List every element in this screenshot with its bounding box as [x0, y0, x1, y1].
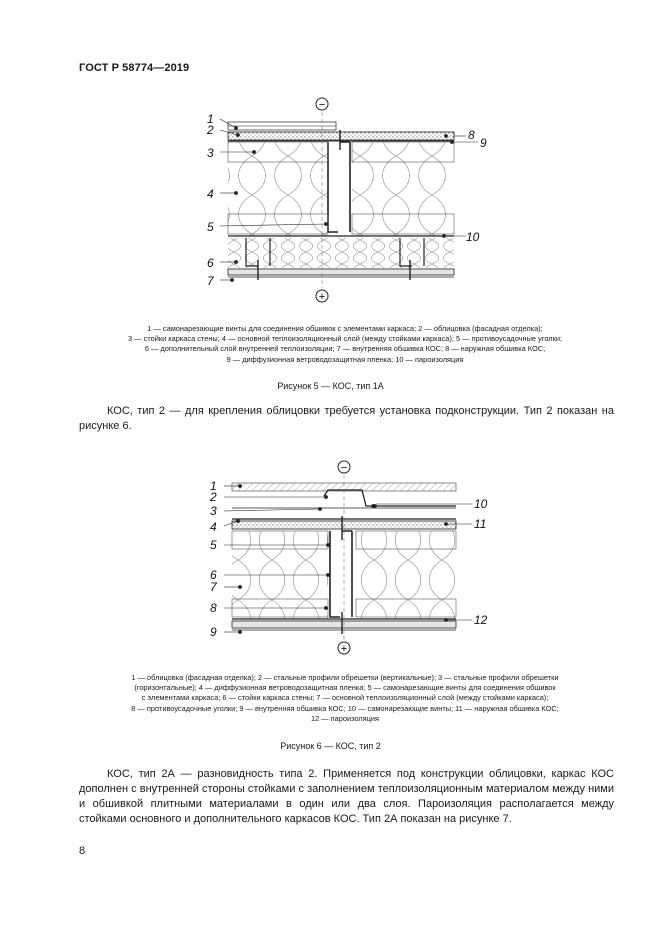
fig6-label-1: 1 [210, 479, 217, 493]
fig5-label-9: 9 [480, 136, 487, 150]
fig6-label-10: 10 [474, 497, 488, 511]
svg-text:+: + [340, 643, 348, 655]
fig6-label-12: 12 [474, 613, 488, 627]
fig6-label-8: 8 [210, 601, 217, 615]
fig5-label-8: 8 [468, 128, 475, 142]
fig6-label-5: 5 [210, 538, 217, 552]
fig6-label-2: 2 [210, 490, 217, 504]
document-header: ГОСТ Р 58774—2019 [79, 62, 190, 74]
page-number: 8 [79, 845, 86, 857]
fig5-label-2: 2 [207, 123, 214, 137]
outside-sign-6 [338, 461, 350, 474]
fig5-label-6: 6 [207, 256, 214, 270]
figure-6-legend: 1 — облицовка (фасадная отделка); 2 — стальные профили обрешетки (вертикальные); 3 — стальные профили обрешетки (горизонтальные); 4 — диффузионная ветроводозащитная пленка; 5 — самонарезающие винты для соединения обшивок с элементами каркаса; 6 — стойки каркаса стены; 7 — основной теплоизоляционный слой (между стойками каркаса); 8 — противоусадочные уголки; 9 — внутренняя обшивка КОС; 10 — самонарезающие винты; 11 — наружная обшивка КОС; 12 — пароизоляция [131, 673, 559, 723]
fig6-label-4: 4 [210, 520, 217, 534]
paragraph-type-2a: КОС, тип 2А — разновидность типа 2. Применяется под конструкции облицовки, каркас КОС дополнен с внутренней стороны стойками с заполнением теплоизоляционным материалом между ними и обшивкой плитными материалами в один или два слоя. Пароизоляция располагается между стойками основного и дополнительного каркасов КОС. Тип 2А показан на рисунке 7. [79, 768, 614, 825]
figure-6-caption: Рисунок 6 — КОС, тип 2 [280, 741, 381, 751]
fig5-label-1: 1 [207, 112, 214, 126]
fig6-label-7: 7 [210, 580, 217, 594]
fig5-label-3: 3 [207, 146, 214, 160]
fig5-label-5: 5 [207, 220, 214, 234]
svg-text:−: − [318, 99, 326, 111]
svg-text:−: − [340, 462, 348, 474]
inside-sign-6 [338, 642, 350, 655]
fig6-label-11: 11 [474, 517, 487, 531]
fig6-label-6: 6 [210, 568, 217, 582]
figure-5-caption: Рисунок 5 — КОС, тип 1А [277, 381, 384, 391]
fig5-label-4: 4 [207, 187, 214, 201]
insulation-right-6 [356, 531, 456, 619]
fig6-label-9: 9 [210, 625, 217, 639]
fig6-label-3: 3 [210, 504, 217, 518]
fig5-label-10: 10 [466, 230, 480, 244]
paragraph-type-2: КОС, тип 2 — для крепления облицовки требуется установка подконструкции. Тип 2 показан на рисунке 6. [79, 405, 614, 432]
frame-stud-6 [330, 531, 340, 617]
figure-5-legend: 1 — самонарезающие винты для соединения обшивок с элементами каркаса; 2 — облицовка (фасадная отделка); 3 — стойки каркаса стены; 4 — основной теплоизоляционный слой (между стойками каркаса); 5 — противоусадочные уголки; 6 — дополнительный слой внутренней теплоизоляции; 7 — внутренняя обшивка КОС; 8 — наружная обшивка КОС; 9 — диффузионная ветроводозащитная пленка; 10 — пароизоляция [128, 324, 562, 364]
fig5-label-7: 7 [207, 274, 214, 288]
svg-text:+: + [318, 291, 326, 303]
